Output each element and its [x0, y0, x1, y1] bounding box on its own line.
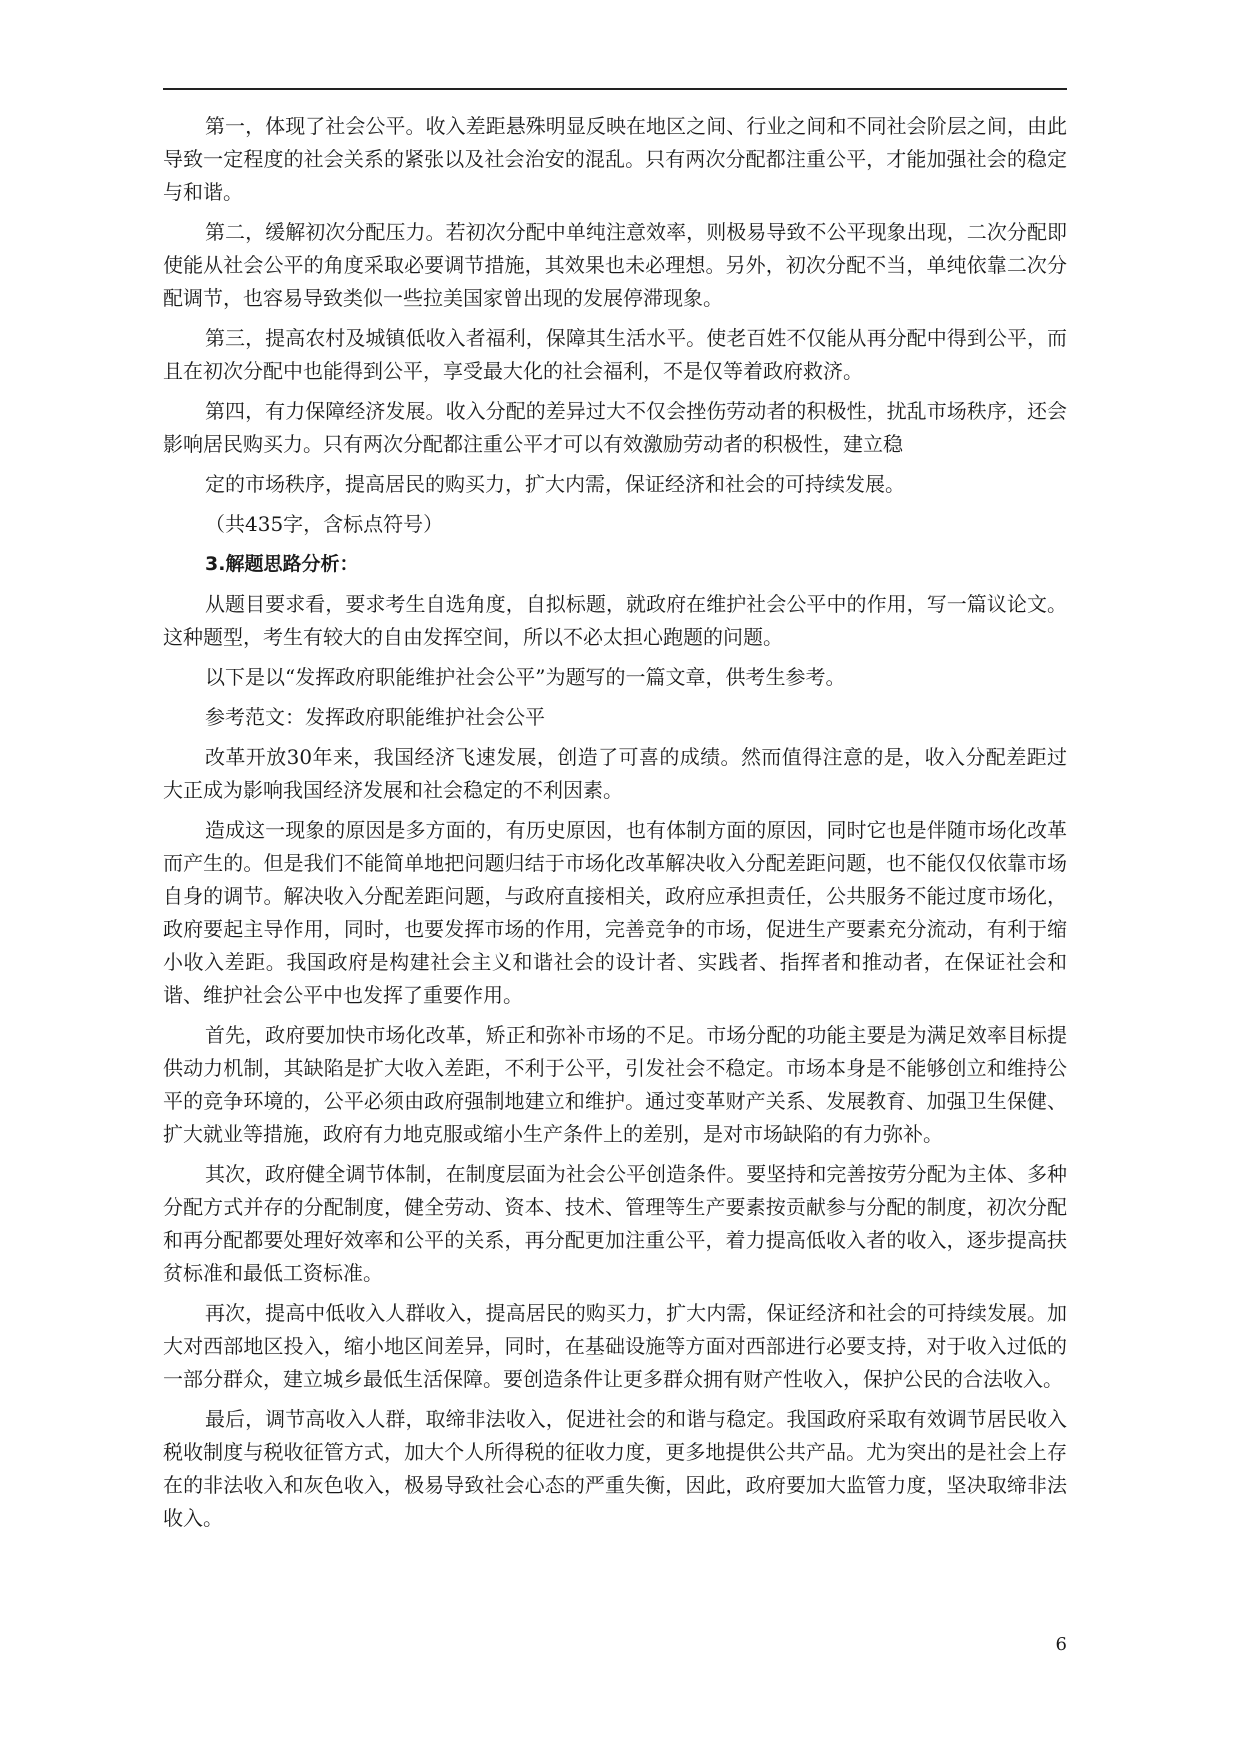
- sample-essay-title: 参考范文：发挥政府职能维护社会公平: [205, 705, 545, 729]
- page-number: 6: [1055, 1634, 1067, 1655]
- paragraph-point-one: 第一，体现了社会公平。收入差距悬殊明显反映在地区之间、行业之间和不同社会阶层之间，由此导致一定程度的社会关系的紧张以及社会治安的混乱。只有两次分配都注重公平，才能加强社会的稳定与和谐。: [163, 114, 1067, 204]
- paragraph-point-three: 第三，提高农村及城镇低收入者福利，保障其生活水平。使老百姓不仅能从再分配中得到公平，而且在初次分配中也能得到公平，享受最大化的社会福利，不是仅等着政府救济。: [163, 326, 1067, 383]
- paragraph-point-four-continued: 定的市场秩序，提高居民的购买力，扩大内需，保证经济和社会的可持续发展。: [205, 472, 905, 496]
- essay-paragraph-opening: 改革开放30年来，我国经济飞速发展，创造了可喜的成绩。然而值得注意的是，收入分配差距过大正成为影响我国经济发展和社会稳定的不利因素。: [163, 745, 1067, 802]
- body-text: [163, 110, 1067, 1542]
- essay-paragraph-causes: 造成这一现象的原因是多方面的，有历史原因，也有体制方面的原因，同时它也是伴随市场化改革而产生的。但是我们不能简单地把问题归结于市场化改革解决收入分配差距问题，也不能仅仅依靠市场自身的调节。解决收入分配差距问题，与政府直接相关，政府应承担责任，公共服务不能过度市场化，政府要起主导作用，同时，也要发挥市场的作用，完善竞争的市场，促进生产要素充分流动，有利于缩小收入差距。我国政府是构建社会主义和谐社会的设计者、实践者、指挥者和推动者，在保证社会和谐、维护社会公平中也发挥了重要作用。: [163, 818, 1067, 1007]
- section-heading-analysis: 3.解题思路分析：: [205, 553, 359, 575]
- paragraph-intro-sample: 以下是以“发挥政府职能维护社会公平”为题写的一篇文章，供考生参考。: [205, 665, 846, 689]
- essay-paragraph-second: 其次，政府健全调节体制，在制度层面为社会公平创造条件。要坚持和完善按劳分配为主体、多种分配方式并存的分配制度，健全劳动、资本、技术、管理等生产要素按贡献参与分配的制度，初次分配和再分配都要处理好效率和公平的关系，再分配更加注重公平，着力提高低收入者的收入，逐步提高扶贫标准和最低工资标准。: [163, 1162, 1067, 1285]
- paragraph-point-four: 第四，有力保障经济发展。收入分配的差异过大不仅会挫伤劳动者的积极性，扰乱市场秩序，还会影响居民购买力。只有两次分配都注重公平才可以有效激励劳动者的积极性，建立稳: [163, 399, 1067, 456]
- paragraph-analysis: 从题目要求看，要求考生自选角度，自拟标题，就政府在维护社会公平中的作用，写一篇议论文。这种题型，考生有较大的自由发挥空间，所以不必太担心跑题的问题。: [163, 592, 1067, 649]
- essay-paragraph-last: 最后，调节高收入人群，取缔非法收入，促进社会的和谐与稳定。我国政府采取有效调节居民收入税收制度与税收征管方式，加大个人所得税的征收力度，更多地提供公共产品。尤为突出的是社会上存在的非法收入和灰色收入，极易导致社会心态的严重失衡，因此，政府要加大监管力度，坚决取缔非法收入。: [163, 1407, 1067, 1530]
- header-rule: [163, 88, 1067, 90]
- essay-paragraph-third: 再次，提高中低收入人群收入，提高居民的购买力，扩大内需，保证经济和社会的可持续发展。加大对西部地区投入，缩小地区间差异，同时，在基础设施等方面对西部进行必要支持，对于收入过低的一部分群众，建立城乡最低生活保障。要创造条件让更多群众拥有财产性收入，保护公民的合法收入。: [163, 1301, 1067, 1391]
- paragraph-point-two: 第二，缓解初次分配压力。若初次分配中单纯注意效率，则极易导致不公平现象出现，二次分配即使能从社会公平的角度采取必要调节措施，其效果也未必理想。另外，初次分配不当，单纯依靠二次分配调节，也容易导致类似一些拉美国家曾出现的发展停滞现象。: [163, 220, 1067, 310]
- word-count-note: （共435字，含标点符号）: [205, 512, 444, 536]
- essay-paragraph-first: 首先，政府要加快市场化改革，矫正和弥补市场的不足。市场分配的功能主要是为满足效率目标提供动力机制，其缺陷是扩大收入差距，不利于公平，引发社会不稳定。市场本身是不能够创立和维持公平的竞争环境的，公平必须由政府强制地建立和维护。通过变革财产关系、发展教育、加强卫生保健、扩大就业等措施，政府有力地克服或缩小生产条件上的差别，是对市场缺陷的有力弥补。: [163, 1023, 1067, 1146]
